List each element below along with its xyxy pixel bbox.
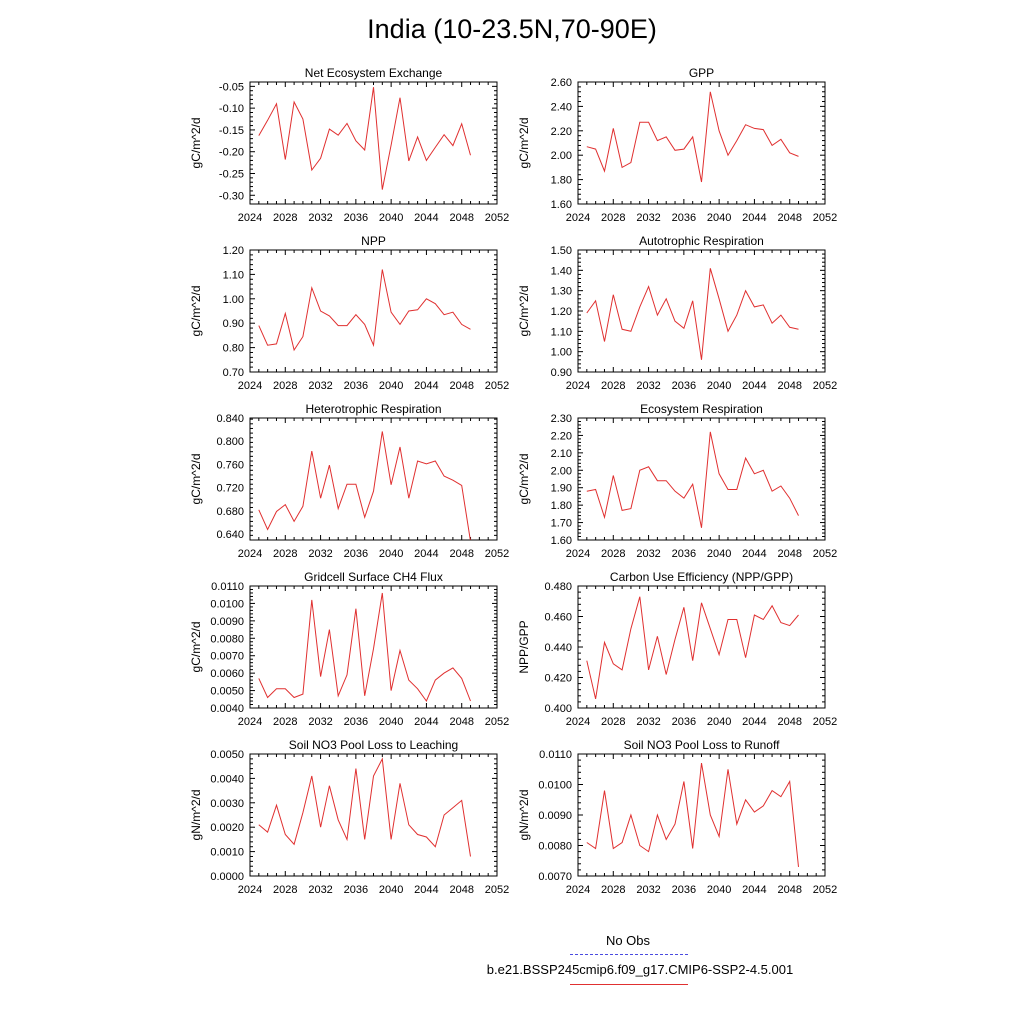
y-tick-label: 0.840 — [216, 413, 244, 425]
x-tick-label: 2048 — [449, 716, 474, 728]
x-tick-label: 2032 — [308, 548, 333, 560]
x-tick-label: 2048 — [449, 212, 474, 224]
y-tick-label: 0.90 — [550, 367, 572, 379]
x-tick-label: 2040 — [706, 548, 732, 560]
y-tick-label: 0.640 — [216, 529, 244, 542]
y-tick-label: 0.0080 — [210, 633, 244, 646]
x-tick-label: 2040 — [706, 212, 732, 224]
y-tick-label: 1.80 — [550, 500, 572, 513]
series-line — [259, 87, 471, 189]
x-tick-label: 2052 — [812, 548, 838, 560]
x-tick-label: 2032 — [308, 884, 333, 896]
y-tick-label: 2.20 — [550, 125, 572, 138]
y-tick-label: 0.0090 — [538, 810, 572, 822]
x-tick-label: 2028 — [273, 716, 298, 728]
y-tick-label: 0.0000 — [210, 871, 244, 883]
y-tick-label: 0.400 — [544, 703, 572, 715]
y-tick-label: 1.80 — [550, 174, 572, 187]
x-tick-label: 2040 — [378, 212, 404, 224]
x-tick-label: 2024 — [565, 212, 591, 224]
x-tick-label: 2048 — [777, 716, 802, 728]
y-tick-label: 0.460 — [544, 611, 572, 624]
x-tick-label: 2028 — [273, 884, 298, 896]
y-tick-label: 2.10 — [550, 447, 572, 460]
y-axis-label: gC/m^2/d — [189, 285, 203, 337]
y-tick-label: 1.40 — [550, 265, 572, 278]
x-tick-label: 2024 — [237, 212, 263, 224]
x-tick-label: 2036 — [671, 380, 697, 392]
x-tick-label: 2040 — [706, 884, 732, 896]
legend-obs-line — [570, 954, 688, 955]
y-axis-label: gC/m^2/d — [517, 117, 531, 169]
y-tick-label: 0.0070 — [538, 871, 572, 883]
x-tick-label: 2044 — [414, 212, 439, 224]
y-tick-label: -0.25 — [218, 168, 244, 181]
plot-frame — [578, 250, 825, 372]
y-tick-label: 1.10 — [222, 269, 244, 282]
x-tick-label: 2048 — [777, 548, 802, 560]
panel-title: NPP — [361, 234, 386, 248]
chart-panel — [517, 402, 837, 560]
legend-model-label: b.e21.BSSP245cmip6.f09_g17.CMIP6-SSP2-4.5.001 — [486, 962, 794, 977]
x-tick-label: 2052 — [812, 212, 838, 224]
y-tick-label: 1.10 — [550, 326, 572, 339]
y-tick-label: 0.680 — [216, 505, 244, 518]
panel-title: Gridcell Surface CH4 Flux — [304, 570, 443, 584]
x-tick-label: 2036 — [671, 716, 697, 728]
y-tick-label: 0.760 — [216, 459, 244, 472]
y-tick-label: 0.0080 — [538, 840, 572, 853]
panel-title: Soil NO3 Pool Loss to Leaching — [288, 738, 459, 752]
y-axis-label: gC/m^2/d — [189, 453, 203, 505]
y-axis-label: gN/m^2/d — [517, 789, 531, 841]
plot-frame — [250, 754, 497, 876]
x-tick-label: 2044 — [414, 884, 439, 896]
series-line — [587, 597, 799, 699]
y-tick-label: 0.0020 — [210, 822, 244, 835]
y-tick-label: 1.20 — [222, 245, 244, 257]
x-tick-label: 2024 — [565, 884, 591, 896]
panel-title: Carbon Use Efficiency (NPP/GPP) — [609, 570, 794, 584]
chart-panel — [517, 570, 837, 728]
x-tick-label: 2044 — [414, 716, 439, 728]
y-tick-label: 2.00 — [550, 150, 572, 163]
chart-panel — [189, 738, 509, 896]
y-tick-label: 0.440 — [544, 642, 572, 654]
y-tick-label: 1.20 — [550, 306, 572, 318]
panel-title: Soil NO3 Pool Loss to Runoff — [623, 738, 780, 752]
plot-frame — [578, 82, 825, 204]
y-tick-label: 0.0040 — [210, 773, 244, 786]
plot-frame — [250, 418, 497, 540]
x-tick-label: 2032 — [636, 716, 661, 728]
y-tick-label: 0.80 — [222, 342, 244, 355]
x-tick-label: 2028 — [273, 212, 298, 224]
panel-title: Heterotrophic Respiration — [305, 402, 442, 416]
x-tick-label: 2028 — [601, 212, 626, 224]
y-axis-label: NPP/GPP — [517, 620, 531, 674]
x-tick-label: 2040 — [378, 548, 404, 560]
series-line — [259, 759, 471, 857]
x-tick-label: 2032 — [636, 212, 661, 224]
y-tick-label: 0.90 — [222, 318, 244, 331]
y-tick-label: 0.480 — [544, 581, 572, 593]
x-tick-label: 2032 — [308, 380, 333, 392]
series-line — [587, 763, 799, 867]
y-tick-label: 2.00 — [550, 465, 572, 478]
y-tick-label: 2.60 — [550, 77, 572, 89]
y-tick-label: 1.90 — [550, 482, 572, 495]
x-tick-label: 2036 — [671, 548, 697, 560]
x-tick-label: 2048 — [777, 212, 802, 224]
x-tick-label: 2040 — [706, 716, 732, 728]
x-tick-label: 2032 — [636, 380, 661, 392]
chart-panel — [517, 66, 837, 224]
legend-obs-label: No Obs — [605, 933, 651, 948]
panel-title: Autotrophic Respiration — [639, 234, 764, 248]
x-tick-label: 2052 — [484, 548, 510, 560]
y-axis-label: gC/m^2/d — [517, 453, 531, 505]
series-line — [587, 92, 799, 182]
x-tick-label: 2052 — [812, 716, 838, 728]
chart-panel — [517, 738, 837, 896]
panel-title: Net Ecosystem Exchange — [304, 66, 443, 80]
x-tick-label: 2024 — [237, 548, 263, 560]
x-tick-label: 2052 — [812, 380, 838, 392]
y-tick-label: -0.05 — [218, 81, 244, 94]
plot-frame — [578, 418, 825, 540]
x-tick-label: 2052 — [484, 884, 510, 896]
x-tick-label: 2052 — [484, 212, 510, 224]
x-tick-label: 2028 — [273, 548, 298, 560]
x-tick-label: 2044 — [742, 548, 767, 560]
y-tick-label: 0.0110 — [539, 749, 572, 761]
y-tick-label: 0.0060 — [210, 668, 244, 681]
chart-panel — [189, 234, 509, 392]
y-tick-label: 1.50 — [550, 245, 572, 257]
x-tick-label: 2036 — [671, 884, 697, 896]
y-tick-label: 0.0030 — [210, 797, 244, 810]
x-tick-label: 2044 — [742, 380, 767, 392]
x-tick-label: 2028 — [601, 716, 626, 728]
y-tick-label: 0.0110 — [211, 581, 244, 593]
plot-frame — [250, 250, 497, 372]
y-tick-label: 0.420 — [544, 672, 572, 685]
x-tick-label: 2036 — [343, 716, 369, 728]
plot-frame — [578, 754, 825, 876]
chart-panel — [189, 402, 509, 560]
x-tick-label: 2048 — [777, 884, 802, 896]
x-tick-label: 2040 — [706, 380, 732, 392]
y-tick-label: 2.40 — [550, 101, 572, 114]
y-tick-label: 0.800 — [216, 436, 244, 449]
x-tick-label: 2052 — [812, 884, 838, 896]
x-tick-label: 2052 — [484, 380, 510, 392]
x-tick-label: 2048 — [449, 380, 474, 392]
y-axis-label: gN/m^2/d — [189, 789, 203, 841]
y-tick-label: 0.0050 — [210, 749, 244, 761]
y-tick-label: 0.0040 — [210, 703, 244, 715]
y-tick-label: 0.0010 — [210, 846, 244, 859]
y-tick-label: 1.60 — [550, 535, 572, 547]
series-line — [259, 593, 471, 701]
y-axis-label: gC/m^2/d — [189, 117, 203, 169]
y-tick-label: 2.20 — [550, 430, 572, 443]
x-tick-label: 2032 — [636, 548, 661, 560]
x-tick-label: 2024 — [237, 380, 263, 392]
x-tick-label: 2044 — [414, 548, 439, 560]
x-tick-label: 2036 — [343, 380, 369, 392]
y-tick-label: 0.70 — [222, 367, 244, 379]
y-tick-label: 0.0090 — [210, 615, 244, 628]
y-tick-label: 0.0050 — [210, 685, 244, 698]
series-line — [587, 432, 799, 528]
y-tick-label: -0.10 — [218, 103, 244, 116]
y-tick-label: -0.15 — [218, 124, 244, 137]
y-tick-label: 1.70 — [550, 517, 572, 530]
x-tick-label: 2040 — [378, 716, 404, 728]
x-tick-label: 2024 — [565, 716, 591, 728]
chart-panel — [189, 570, 509, 728]
x-tick-label: 2032 — [308, 212, 333, 224]
chart-panel — [517, 234, 837, 392]
x-tick-label: 2028 — [273, 380, 298, 392]
y-tick-label: 0.0100 — [538, 779, 572, 792]
x-tick-label: 2024 — [237, 884, 263, 896]
x-tick-label: 2044 — [742, 716, 767, 728]
x-tick-label: 2048 — [777, 380, 802, 392]
x-tick-label: 2036 — [671, 212, 697, 224]
x-tick-label: 2032 — [308, 716, 333, 728]
panel-title: GPP — [688, 66, 715, 80]
x-tick-label: 2040 — [378, 884, 404, 896]
x-tick-label: 2024 — [565, 380, 591, 392]
y-tick-label: 1.00 — [222, 293, 244, 306]
y-tick-label: 0.0070 — [210, 650, 244, 663]
x-tick-label: 2024 — [237, 716, 263, 728]
y-tick-label: 2.30 — [550, 413, 572, 425]
series-line — [259, 270, 471, 351]
x-tick-label: 2044 — [742, 212, 767, 224]
panel-title: Ecosystem Respiration — [640, 402, 763, 416]
page-title: India (10-23.5N,70-90E) — [367, 14, 657, 44]
x-tick-label: 2036 — [343, 884, 369, 896]
plot-frame — [250, 82, 497, 204]
x-tick-label: 2028 — [601, 548, 626, 560]
x-tick-label: 2048 — [449, 884, 474, 896]
y-tick-label: -0.30 — [218, 190, 244, 203]
x-tick-label: 2052 — [484, 716, 510, 728]
series-line — [259, 431, 471, 541]
y-tick-label: 0.0100 — [210, 598, 244, 611]
y-axis-label: gC/m^2/d — [517, 285, 531, 337]
series-line — [587, 268, 799, 360]
y-tick-label: -0.20 — [218, 146, 244, 159]
x-tick-label: 2028 — [601, 884, 626, 896]
y-tick-label: 1.00 — [550, 346, 572, 359]
legend-model-line — [570, 984, 688, 985]
chart-panel — [189, 66, 509, 224]
x-tick-label: 2032 — [636, 884, 661, 896]
y-tick-label: 1.60 — [550, 199, 572, 211]
y-axis-label: gC/m^2/d — [189, 621, 203, 673]
y-tick-label: 1.30 — [550, 285, 572, 298]
x-tick-label: 2040 — [378, 380, 404, 392]
x-tick-label: 2048 — [449, 548, 474, 560]
x-tick-label: 2036 — [343, 212, 369, 224]
x-tick-label: 2044 — [414, 380, 439, 392]
x-tick-label: 2028 — [601, 380, 626, 392]
x-tick-label: 2024 — [565, 548, 591, 560]
x-tick-label: 2036 — [343, 548, 369, 560]
y-tick-label: 0.720 — [216, 482, 244, 495]
x-tick-label: 2044 — [742, 884, 767, 896]
